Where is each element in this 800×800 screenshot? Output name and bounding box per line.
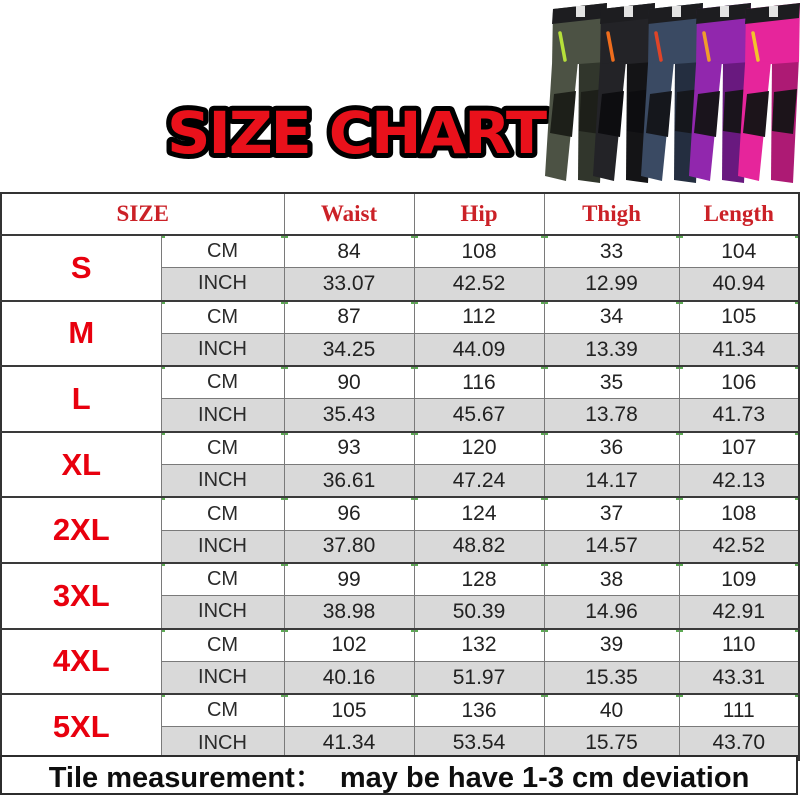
unit-cell: INCH (161, 727, 284, 760)
value-cell: 42.52 (679, 530, 799, 563)
value-cell: 15.75 (544, 727, 679, 760)
value-cell: 38 (544, 563, 679, 596)
value-cell: 40.16 (284, 661, 414, 694)
size-label-4xl: 4XL (1, 629, 161, 695)
value-cell: 34.25 (284, 333, 414, 366)
value-cell: 53.54 (414, 727, 544, 760)
table-header-row (1, 193, 799, 235)
value-cell: 41.34 (679, 333, 799, 366)
value-cell: 112 (414, 301, 544, 334)
value-cell: 109 (679, 563, 799, 596)
column-header-waist: Waist (284, 193, 414, 235)
value-cell: 87 (284, 301, 414, 334)
value-cell: 50.39 (414, 596, 544, 629)
value-cell: 37 (544, 497, 679, 530)
measurement-note-text: Tile measurement： may be have 1-3 cm deviation (48, 761, 750, 794)
value-cell: 111 (679, 694, 799, 727)
unit-cell: INCH (161, 268, 284, 301)
size-table (0, 192, 800, 761)
unit-cell: INCH (161, 596, 284, 629)
table-row-5xl-cm (1, 694, 799, 727)
value-cell: 99 (284, 563, 414, 596)
table-row-xl-cm (1, 432, 799, 465)
size-label-xl: XL (1, 432, 161, 498)
value-cell: 35 (544, 366, 679, 399)
unit-cell: INCH (161, 465, 284, 498)
value-cell: 43.31 (679, 661, 799, 694)
value-cell: 48.82 (414, 530, 544, 563)
column-header-size: SIZE (1, 193, 284, 235)
value-cell: 128 (414, 563, 544, 596)
value-cell: 96 (284, 497, 414, 530)
table-row-2xl-cm (1, 497, 799, 530)
value-cell: 106 (679, 366, 799, 399)
value-cell: 42.13 (679, 465, 799, 498)
value-cell: 41.34 (284, 727, 414, 760)
column-header-hip: Hip (414, 193, 544, 235)
value-cell: 13.78 (544, 399, 679, 432)
column-header-thigh: Thigh (544, 193, 679, 235)
value-cell: 84 (284, 235, 414, 268)
value-cell: 40 (544, 694, 679, 727)
value-cell: 51.97 (414, 661, 544, 694)
unit-cell: CM (161, 629, 284, 662)
value-cell: 36.61 (284, 465, 414, 498)
unit-cell: CM (161, 432, 284, 465)
value-cell: 93 (284, 432, 414, 465)
value-cell: 90 (284, 366, 414, 399)
value-cell: 116 (414, 366, 544, 399)
value-cell: 44.09 (414, 333, 544, 366)
table-row-m-cm (1, 301, 799, 334)
value-cell: 108 (414, 235, 544, 268)
column-header-length: Length (679, 193, 799, 235)
measurement-note (0, 755, 798, 795)
value-cell: 108 (679, 497, 799, 530)
value-cell: 105 (679, 301, 799, 334)
rose-pants-image (738, 3, 800, 183)
value-cell: 13.39 (544, 333, 679, 366)
table-row-l-cm (1, 366, 799, 399)
value-cell: 38.98 (284, 596, 414, 629)
value-cell: 45.67 (414, 399, 544, 432)
unit-cell: INCH (161, 333, 284, 366)
value-cell: 39 (544, 629, 679, 662)
value-cell: 41.73 (679, 399, 799, 432)
unit-cell: INCH (161, 399, 284, 432)
value-cell: 14.17 (544, 465, 679, 498)
table-row-4xl-cm (1, 629, 799, 662)
size-label-3xl: 3XL (1, 563, 161, 629)
value-cell: 33 (544, 235, 679, 268)
table-row-3xl-cm (1, 563, 799, 596)
page-title (156, 96, 556, 172)
table-row-s-cm (1, 235, 799, 268)
size-label-5xl: 5XL (1, 694, 161, 760)
value-cell: 124 (414, 497, 544, 530)
value-cell: 15.35 (544, 661, 679, 694)
value-cell: 104 (679, 235, 799, 268)
value-cell: 132 (414, 629, 544, 662)
unit-cell: CM (161, 694, 284, 727)
unit-cell: CM (161, 301, 284, 334)
value-cell: 110 (679, 629, 799, 662)
page-title-text: SIZE CHART (167, 99, 548, 167)
value-cell: 37.80 (284, 530, 414, 563)
unit-cell: CM (161, 563, 284, 596)
value-cell: 40.94 (679, 268, 799, 301)
value-cell: 35.43 (284, 399, 414, 432)
value-cell: 105 (284, 694, 414, 727)
pants-product-photo (545, 0, 800, 188)
value-cell: 36 (544, 432, 679, 465)
size-label-s: S (1, 235, 161, 301)
value-cell: 34 (544, 301, 679, 334)
size-label-l: L (1, 366, 161, 432)
unit-cell: CM (161, 497, 284, 530)
value-cell: 42.52 (414, 268, 544, 301)
value-cell: 43.70 (679, 727, 799, 760)
value-cell: 42.91 (679, 596, 799, 629)
value-cell: 47.24 (414, 465, 544, 498)
unit-cell: CM (161, 235, 284, 268)
value-cell: 136 (414, 694, 544, 727)
value-cell: 12.99 (544, 268, 679, 301)
unit-cell: CM (161, 366, 284, 399)
size-label-2xl: 2XL (1, 497, 161, 563)
unit-cell: INCH (161, 530, 284, 563)
unit-cell: INCH (161, 661, 284, 694)
value-cell: 33.07 (284, 268, 414, 301)
size-label-m: M (1, 301, 161, 367)
value-cell: 120 (414, 432, 544, 465)
value-cell: 14.57 (544, 530, 679, 563)
value-cell: 102 (284, 629, 414, 662)
value-cell: 14.96 (544, 596, 679, 629)
value-cell: 107 (679, 432, 799, 465)
